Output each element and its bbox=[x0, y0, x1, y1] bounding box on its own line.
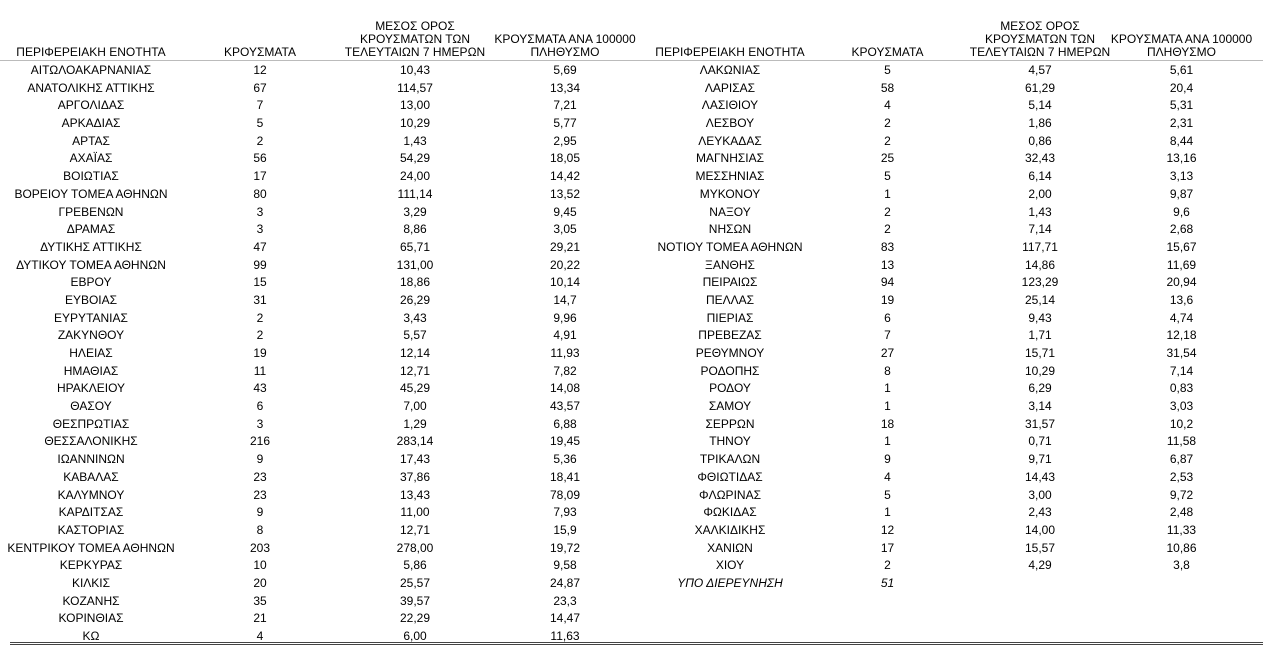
cell-per100k: 18,05 bbox=[549, 151, 581, 166]
cell-region: ΧΙΟΥ bbox=[715, 558, 745, 573]
cell-avg7: 15,71 bbox=[1024, 346, 1056, 360]
cell-avg7: 1,71 bbox=[1028, 328, 1052, 343]
cell-cases: 3 bbox=[256, 222, 264, 237]
cell-avg7: 0,86 bbox=[1028, 133, 1052, 148]
cell-avg7: 45,29 bbox=[399, 381, 431, 396]
cell-cases: 203 bbox=[249, 540, 271, 555]
cell-cases: 5 bbox=[884, 169, 891, 184]
cell-region: ΚΟΖΑΝΗΣ bbox=[62, 593, 120, 608]
cell-avg7: 26,29 bbox=[399, 292, 431, 307]
cell-avg7: 1,29 bbox=[403, 416, 427, 431]
cell-per100k: 13,52 bbox=[549, 186, 581, 201]
cell-region: ΠΕΙΡΑΙΩΣ bbox=[702, 275, 758, 290]
cell-region: ΞΑΝΘΗΣ bbox=[705, 257, 755, 272]
cell-region: ΝΗΣΩΝ bbox=[708, 222, 752, 237]
cell-region: ΜΑΓΝΗΣΙΑΣ bbox=[695, 151, 765, 166]
cell-avg7: 31,57 bbox=[1024, 416, 1056, 431]
cell-per100k bbox=[1100, 575, 1263, 593]
cell-cases: 23 bbox=[253, 487, 267, 502]
cell-cases: 7 bbox=[884, 328, 891, 343]
cell-region: ΝΑΞΟΥ bbox=[709, 204, 751, 219]
cell-per100k: 11,63 bbox=[550, 629, 580, 643]
cell-per100k: 3,13 bbox=[1169, 169, 1194, 184]
cell-cases: 21 bbox=[253, 611, 267, 626]
cell-per100k: 9,96 bbox=[553, 310, 577, 325]
cell-avg7: 13,43 bbox=[399, 487, 431, 502]
cell-avg7: 25,57 bbox=[399, 575, 431, 590]
cell-cases: 23 bbox=[253, 469, 267, 484]
cell-region: ΛΑΣΙΘΙΟΥ bbox=[701, 98, 759, 113]
cell-cases: 11 bbox=[253, 363, 267, 378]
cell-per100k: 23,3 bbox=[553, 593, 577, 608]
header-avg7: ΜΕΣΟΣ ΟΡΟΣ ΚΡΟΥΣΜΑΤΩΝ ΤΩΝ ΤΕΛΕΥΤΑΙΩΝ 7 ΗΜΕΡΩΝ bbox=[969, 19, 1111, 59]
cell-region: ΛΑΚΩΝΙΑΣ bbox=[699, 63, 761, 77]
cell-avg7: 4,29 bbox=[1028, 558, 1052, 573]
cell-per100k: 24,87 bbox=[549, 575, 581, 590]
cell-per100k: 29,21 bbox=[549, 239, 581, 254]
cell-per100k: 5,36 bbox=[553, 452, 577, 467]
cell-per100k: 14,42 bbox=[549, 169, 581, 184]
cell-avg7: 12,14 bbox=[399, 346, 431, 360]
cell-cases: 43 bbox=[253, 381, 267, 396]
cell-per100k: 4,74 bbox=[1169, 310, 1194, 325]
cell-per100k: 43,57 bbox=[549, 399, 581, 414]
cell-avg7: 1,43 bbox=[1028, 204, 1052, 219]
cell-region: ΠΙΕΡΙΑΣ bbox=[706, 310, 754, 325]
cell-region: ΔΥΤΙΚΟΥ ΤΟΜΕΑ ΑΘΗΝΩΝ bbox=[16, 257, 166, 272]
cell-region: ΙΩΑΝΝΙΝΩΝ bbox=[57, 452, 125, 467]
cell-region: ΘΕΣΠΡΩΤΙΑΣ bbox=[52, 416, 130, 431]
cell-avg7: 32,43 bbox=[1024, 151, 1056, 166]
cell-region: ΓΡΕΒΕΝΩΝ bbox=[58, 204, 124, 219]
cell-region: ΒΟΙΩΤΙΑΣ bbox=[63, 169, 119, 184]
cell-region: ΧΑΛΚΙΔΙΚΗΣ bbox=[694, 522, 766, 537]
bottom-double-rule bbox=[10, 642, 1263, 645]
cell-cases: 1 bbox=[884, 186, 891, 201]
cell-cases: 9 bbox=[884, 452, 891, 467]
cell-cases: 8 bbox=[884, 363, 891, 378]
cell-cases: 67 bbox=[253, 80, 267, 95]
cell-region: ΗΡΑΚΛΕΙΟΥ bbox=[56, 381, 126, 396]
cell-region: ΚΕΡΚΥΡΑΣ bbox=[59, 558, 123, 573]
cell-cases: 17 bbox=[253, 169, 267, 184]
cell-avg7: 10,29 bbox=[399, 116, 431, 131]
cell-avg7: 9,71 bbox=[1028, 452, 1052, 467]
cell-per100k: 11,58 bbox=[1166, 434, 1197, 449]
cell-region: ΘΑΣΟΥ bbox=[70, 399, 112, 414]
cell-cases: 7 bbox=[256, 98, 264, 113]
cell-avg7: 3,43 bbox=[403, 310, 427, 325]
cell-avg7: 22,29 bbox=[399, 611, 431, 626]
cell-avg7: 0,71 bbox=[1028, 434, 1052, 449]
cell-per100k: 5,61 bbox=[1169, 63, 1194, 77]
cell-region: ΚΑΡΔΙΤΣΑΣ bbox=[58, 505, 124, 520]
cell-per100k: 3,05 bbox=[553, 222, 577, 237]
cell-per100k: 5,69 bbox=[553, 63, 577, 77]
cell-avg7: 65,71 bbox=[399, 239, 431, 254]
cell-region: ΑΙΤΩΛΟΑΚΑΡΝΑΝΙΑΣ bbox=[30, 63, 152, 77]
cell-region: ΗΜΑΘΙΑΣ bbox=[63, 363, 119, 378]
cell-cases: 3 bbox=[256, 204, 264, 219]
cell-avg7: 123,29 bbox=[1021, 275, 1059, 290]
cell-per100k: 13,16 bbox=[1166, 151, 1197, 166]
cell-avg7: 61,29 bbox=[1024, 80, 1056, 95]
cell-region: ΛΕΣΒΟΥ bbox=[705, 116, 755, 131]
cell-avg7: 3,14 bbox=[1028, 399, 1052, 414]
cell-per100k: 0,83 bbox=[1169, 381, 1194, 396]
cell-region: ΡΕΘΥΜΝΟΥ bbox=[695, 346, 765, 360]
cell-region: ΚΩ bbox=[82, 629, 100, 643]
cell-per100k: 18,41 bbox=[549, 469, 581, 484]
cell-avg7: 13,00 bbox=[399, 98, 431, 113]
cell-avg7: 18,86 bbox=[399, 275, 431, 290]
cell-avg7: 4,57 bbox=[1028, 63, 1052, 77]
cell-avg7: 14,00 bbox=[1024, 522, 1056, 537]
cell-per100k: 6,87 bbox=[1169, 452, 1194, 467]
cell-per100k: 9,72 bbox=[1169, 487, 1194, 502]
cell-avg7: 6,29 bbox=[1028, 381, 1052, 396]
cell-region: ΡΟΔΟΥ bbox=[709, 381, 751, 396]
cell-cases: 19 bbox=[253, 346, 267, 360]
cell-region: ΜΕΣΣΗΝΙΑΣ bbox=[695, 169, 765, 184]
cell-avg7: 37,86 bbox=[399, 469, 431, 484]
cell-avg7: 6,00 bbox=[403, 629, 427, 643]
cell-avg7: 5,14 bbox=[1028, 98, 1052, 113]
cell-per100k: 14,47 bbox=[549, 611, 581, 626]
cell-per100k: 10,14 bbox=[549, 275, 581, 290]
cell-avg7: 1,86 bbox=[1028, 116, 1052, 131]
cell-cases: 12 bbox=[880, 522, 895, 537]
header-region: ΠΕΡΙΦΕΡΕΙΑΚΗ ΕΝΟΤΗΤΑ bbox=[16, 45, 166, 59]
cell-avg7: 3,00 bbox=[1028, 487, 1052, 502]
cell-per100k: 4,91 bbox=[553, 328, 577, 343]
header-cases: ΚΡΟΥΣΜΑΤΑ bbox=[851, 45, 924, 59]
cell-region: ΕΒΡΟΥ bbox=[70, 275, 112, 290]
cell-cases: 47 bbox=[253, 239, 267, 254]
cell-avg7: 5,86 bbox=[403, 558, 427, 573]
cell-cases: 2 bbox=[256, 133, 264, 148]
cell-avg7 bbox=[960, 575, 1120, 593]
cell-per100k: 13,6 bbox=[1169, 292, 1194, 307]
cell-region: ΤΗΝΟΥ bbox=[709, 434, 751, 449]
cell-per100k: 12,18 bbox=[1166, 328, 1197, 343]
cell-cases: 2 bbox=[884, 222, 891, 237]
cell-avg7: 283,14 bbox=[396, 434, 434, 449]
cell-per100k: 2,53 bbox=[1169, 469, 1194, 484]
cell-per100k: 9,87 bbox=[1169, 186, 1194, 201]
header-underline bbox=[0, 60, 1263, 61]
cell-per100k: 10,2 bbox=[1169, 416, 1194, 431]
cell-cases: 2 bbox=[884, 133, 891, 148]
cell-avg7: 2,00 bbox=[1028, 186, 1052, 201]
cell-region: ΛΕΥΚΑΔΑΣ bbox=[698, 133, 762, 148]
cell-per100k: 10,86 bbox=[1166, 540, 1197, 555]
cell-avg7: 12,71 bbox=[399, 522, 431, 537]
cell-avg7: 10,29 bbox=[1024, 363, 1056, 378]
cell-per100k: 9,45 bbox=[553, 204, 577, 219]
cell-cases: 18 bbox=[880, 416, 895, 431]
cell-cases: 2 bbox=[256, 310, 264, 325]
cell-region: ΕΥΡΥΤΑΝΙΑΣ bbox=[54, 310, 128, 325]
cell-avg7: 14,86 bbox=[1024, 257, 1056, 272]
cell-avg7: 278,00 bbox=[396, 540, 434, 555]
header-cases: ΚΡΟΥΣΜΑΤΑ bbox=[224, 45, 296, 59]
cell-region: ΥΠΟ ΔΙΕΡΕΥΝΗΣΗ bbox=[677, 575, 783, 590]
cell-cases: 17 bbox=[880, 540, 895, 555]
cell-per100k: 9,58 bbox=[553, 558, 577, 573]
cell-cases: 2 bbox=[884, 116, 891, 131]
header-per100k: ΚΡΟΥΣΜΑΤΑ ΑΝΑ 100000 ΠΛΗΘΥΣΜΟ bbox=[494, 32, 636, 59]
cell-avg7: 54,29 bbox=[399, 151, 431, 166]
cell-per100k: 13,34 bbox=[549, 80, 581, 95]
cell-region: ΑΝΑΤΟΛΙΚΗΣ ΑΤΤΙΚΗΣ bbox=[27, 80, 155, 95]
cell-region: ΦΛΩΡΙΝΑΣ bbox=[699, 487, 761, 502]
cell-cases: 1 bbox=[884, 505, 891, 520]
cell-avg7: 7,14 bbox=[1028, 222, 1052, 237]
cell-cases: 8 bbox=[256, 522, 264, 537]
cell-per100k: 2,48 bbox=[1169, 505, 1194, 520]
cell-region: ΦΩΚΙΔΑΣ bbox=[703, 505, 757, 520]
cell-region: ΚΑΛΥΜΝΟΥ bbox=[57, 487, 125, 502]
cell-avg7: 8,86 bbox=[403, 222, 427, 237]
cell-per100k: 3,8 bbox=[1173, 558, 1190, 573]
cell-region: ΡΟΔΟΠΗΣ bbox=[700, 363, 760, 378]
cell-region: ΝΟΤΙΟΥ ΤΟΜΕΑ ΑΘΗΝΩΝ bbox=[657, 239, 803, 254]
cell-region: ΑΡΚΑΔΙΑΣ bbox=[61, 116, 121, 131]
cell-region: ΠΕΛΛΑΣ bbox=[705, 292, 755, 307]
cell-region: ΧΑΝΙΩΝ bbox=[707, 540, 753, 555]
cell-cases: 56 bbox=[253, 151, 267, 166]
cell-per100k: 2,31 bbox=[1169, 116, 1194, 131]
cell-region: ΤΡΙΚΑΛΩΝ bbox=[699, 452, 761, 467]
cell-region: ΚΑΒΑΛΑΣ bbox=[63, 469, 119, 484]
cell-cases: 3 bbox=[256, 416, 264, 431]
cell-cases: 27 bbox=[880, 346, 895, 360]
cell-region: ΣΑΜΟΥ bbox=[708, 399, 752, 414]
cell-cases: 4 bbox=[884, 98, 891, 113]
cell-cases: 4 bbox=[256, 629, 264, 643]
cell-avg7: 9,43 bbox=[1028, 310, 1052, 325]
cell-avg7: 5,57 bbox=[403, 328, 427, 343]
cell-cases: 1 bbox=[884, 434, 891, 449]
cell-cases: 6 bbox=[884, 310, 891, 325]
cell-per100k: 11,93 bbox=[550, 346, 580, 360]
cell-avg7: 7,00 bbox=[403, 399, 427, 414]
cell-per100k: 7,93 bbox=[553, 505, 577, 520]
cell-avg7: 117,71 bbox=[1022, 239, 1058, 254]
cell-per100k: 7,14 bbox=[1169, 363, 1194, 378]
cell-avg7: 17,43 bbox=[399, 452, 431, 467]
cell-per100k: 14,7 bbox=[553, 292, 577, 307]
cell-cases: 6 bbox=[256, 399, 264, 414]
cell-avg7: 25,14 bbox=[1024, 292, 1056, 307]
cell-per100k: 20,22 bbox=[549, 257, 581, 272]
cell-region: ΒΟΡΕΙΟΥ ΤΟΜΕΑ ΑΘΗΝΩΝ bbox=[14, 186, 168, 201]
cell-cases: 15 bbox=[253, 275, 267, 290]
cell-per100k: 31,54 bbox=[1166, 346, 1197, 360]
cell-region: ΚΕΝΤΡΙΚΟΥ ΤΟΜΕΑ ΑΘΗΝΩΝ bbox=[7, 540, 175, 555]
cell-region: ΑΡΤΑΣ bbox=[72, 133, 110, 148]
cell-cases: 5 bbox=[884, 63, 891, 77]
cell-region: ΛΑΡΙΣΑΣ bbox=[704, 80, 756, 95]
cell-cases: 9 bbox=[256, 452, 264, 467]
cell-cases: 4 bbox=[884, 469, 891, 484]
cell-per100k: 11,33 bbox=[1166, 522, 1197, 537]
cell-cases: 2 bbox=[256, 328, 264, 343]
cell-per100k: 6,88 bbox=[553, 416, 577, 431]
cell-cases: 5 bbox=[884, 487, 891, 502]
cell-cases: 5 bbox=[256, 116, 264, 131]
cell-avg7: 10,43 bbox=[399, 63, 431, 77]
cell-cases: 80 bbox=[253, 186, 267, 201]
cell-avg7: 131,00 bbox=[396, 257, 434, 272]
cell-per100k: 7,21 bbox=[553, 98, 577, 113]
cell-cases: 83 bbox=[880, 239, 895, 254]
cell-cases: 1 bbox=[884, 381, 891, 396]
cell-avg7: 12,71 bbox=[399, 363, 431, 378]
cell-region: ΦΘΙΩΤΙΔΑΣ bbox=[697, 469, 763, 484]
cell-cases: 13 bbox=[880, 257, 895, 272]
cell-cases: 25 bbox=[880, 151, 895, 166]
cell-region: ΔΡΑΜΑΣ bbox=[66, 222, 116, 237]
cell-cases: 94 bbox=[880, 275, 895, 290]
cell-avg7: 14,43 bbox=[1024, 469, 1056, 484]
cell-cases: 2 bbox=[884, 558, 891, 573]
cell-cases: 19 bbox=[880, 292, 895, 307]
cell-cases: 31 bbox=[253, 292, 267, 307]
cell-avg7: 114,57 bbox=[397, 80, 433, 95]
cell-per100k: 15,67 bbox=[1166, 239, 1197, 254]
cell-avg7: 24,00 bbox=[399, 169, 431, 184]
cell-avg7: 15,57 bbox=[1024, 540, 1056, 555]
cell-region: ΑΡΓΟΛΙΔΑΣ bbox=[57, 98, 125, 113]
cell-avg7: 11,00 bbox=[400, 505, 430, 520]
cell-region: ΘΕΣΣΑΛΟΝΙΚΗΣ bbox=[44, 434, 138, 449]
cell-cases: 58 bbox=[880, 80, 895, 95]
header-region: ΠΕΡΙΦΕΡΕΙΑΚΗ ΕΝΟΤΗΤΑ bbox=[655, 45, 805, 59]
cell-avg7: 39,57 bbox=[399, 593, 431, 608]
cell-per100k: 20,94 bbox=[1166, 275, 1197, 290]
cell-region: ΚΙΛΚΙΣ bbox=[71, 575, 111, 590]
cell-avg7: 111,14 bbox=[397, 186, 433, 201]
cell-per100k: 8,44 bbox=[1169, 133, 1194, 148]
cell-region: ΗΛΕΙΑΣ bbox=[69, 346, 113, 360]
cell-per100k: 9,6 bbox=[1173, 204, 1190, 219]
cell-region: ΣΕΡΡΩΝ bbox=[705, 416, 755, 431]
cell-per100k: 15,9 bbox=[553, 522, 577, 537]
cell-cases: 12 bbox=[253, 63, 267, 77]
cell-cases: 51 bbox=[880, 575, 895, 590]
cell-per100k: 11,69 bbox=[1166, 257, 1197, 272]
header-per100k: ΚΡΟΥΣΜΑΤΑ ΑΝΑ 100000 ΠΛΗΘΥΣΜΟ bbox=[1110, 32, 1253, 59]
cell-region: ΠΡΕΒΕΖΑΣ bbox=[698, 328, 762, 343]
header-avg7: ΜΕΣΟΣ ΟΡΟΣ ΚΡΟΥΣΜΑΤΩΝ ΤΩΝ ΤΕΛΕΥΤΑΙΩΝ 7 ΗΜΕΡΩΝ bbox=[344, 19, 486, 59]
cell-per100k: 78,09 bbox=[549, 487, 581, 502]
cell-per100k: 20,4 bbox=[1169, 80, 1194, 95]
cell-cases: 9 bbox=[256, 505, 264, 520]
cell-cases: 35 bbox=[253, 593, 267, 608]
cell-per100k: 19,45 bbox=[549, 434, 581, 449]
cell-region: ΖΑΚΥΝΘΟΥ bbox=[57, 328, 125, 343]
cell-region: ΕΥΒΟΙΑΣ bbox=[64, 292, 118, 307]
cell-per100k: 3,03 bbox=[1169, 399, 1194, 414]
cell-avg7: 6,14 bbox=[1028, 169, 1052, 184]
cell-avg7: 2,43 bbox=[1028, 505, 1052, 520]
cell-avg7: 3,29 bbox=[403, 204, 427, 219]
cell-per100k: 2,68 bbox=[1169, 222, 1194, 237]
cell-cases: 216 bbox=[249, 434, 271, 449]
cell-region: ΜΥΚΟΝΟΥ bbox=[699, 186, 761, 201]
cell-cases: 10 bbox=[253, 558, 267, 573]
cell-cases: 99 bbox=[253, 257, 267, 272]
cell-cases: 20 bbox=[253, 575, 267, 590]
cell-cases: 1 bbox=[884, 399, 891, 414]
cell-region: ΑΧΑΪΑΣ bbox=[69, 151, 113, 166]
cell-region: ΚΑΣΤΟΡΙΑΣ bbox=[57, 522, 125, 537]
cell-per100k: 14,08 bbox=[549, 381, 581, 396]
cell-per100k: 2,95 bbox=[553, 133, 577, 148]
cell-region: ΚΟΡΙΝΘΙΑΣ bbox=[58, 611, 124, 626]
cell-region: ΔΥΤΙΚΗΣ ΑΤΤΙΚΗΣ bbox=[40, 239, 142, 254]
cell-per100k: 5,77 bbox=[553, 116, 577, 131]
cell-per100k: 5,31 bbox=[1169, 98, 1194, 113]
cell-per100k: 7,82 bbox=[553, 363, 577, 378]
cell-cases: 2 bbox=[884, 204, 891, 219]
cell-avg7: 1,43 bbox=[403, 133, 427, 148]
cell-per100k: 19,72 bbox=[549, 540, 581, 555]
